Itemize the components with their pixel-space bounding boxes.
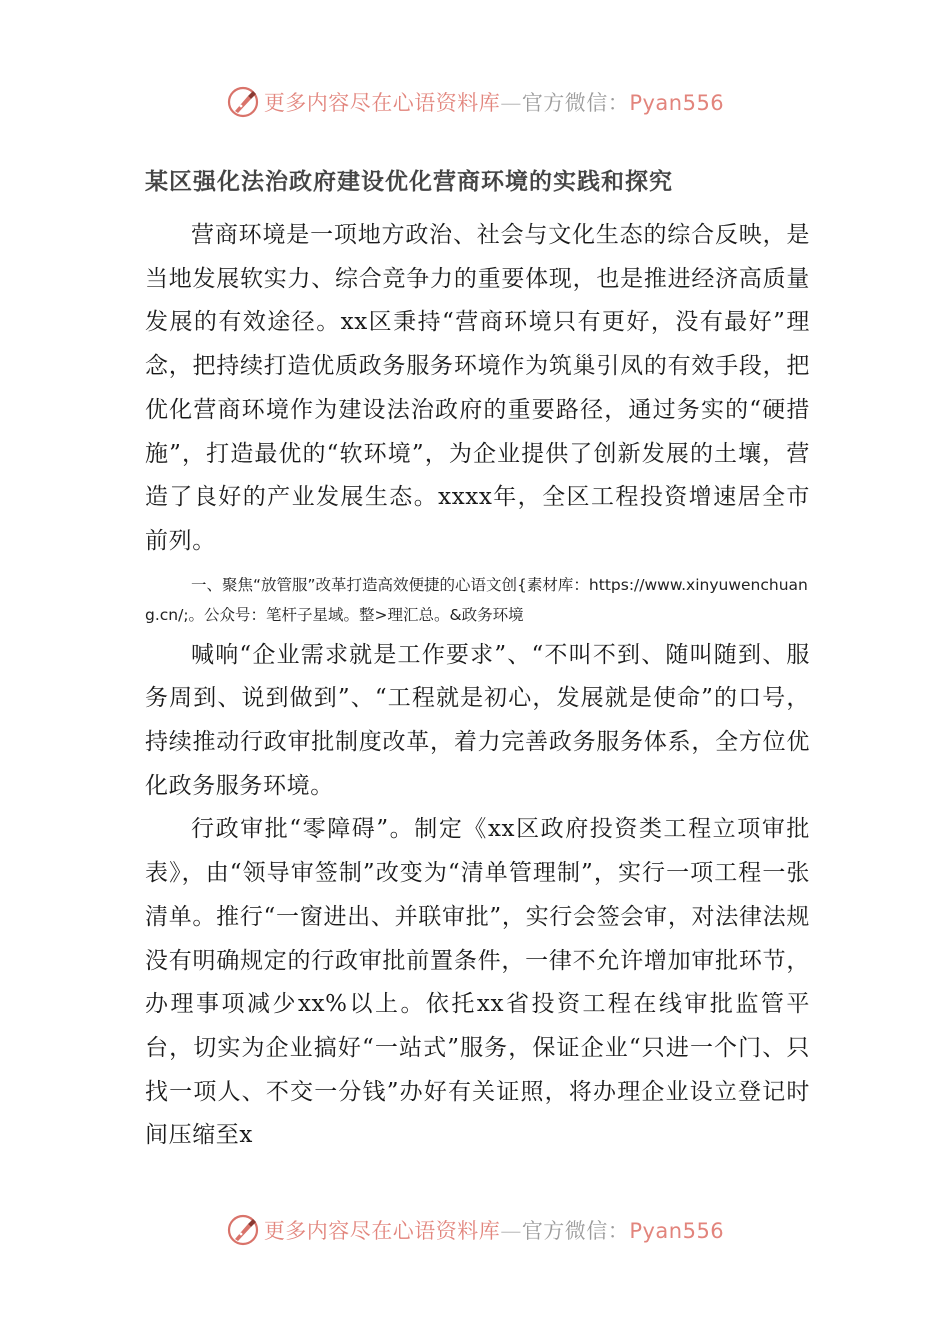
section-heading-1: 一、聚焦“放管服”改革打造高效便捷的心语文创{素材库：https://www.xinyuwenchuang.cn/;。公众号：笔杆子星域。整>理汇总。&政务环境 (145, 575, 808, 624)
paragraph-slogans: 喊响“企业需求就是工作要求”、“不叫不到、随叫随到、服务周到、说到做到”、“工程就是初心，发展就是使命”的口号，持续推动行政审批制度改革，着力完善政务服务体系，全方位优化政务服务环境。 (145, 641, 810, 799)
document-body (145, 160, 810, 1158)
banner-wechat-id: Pyan556 (629, 1219, 725, 1243)
banner-dash: — (500, 1219, 522, 1243)
banner-text (264, 1215, 724, 1245)
paragraph-intro: 营商环境是一项地方政治、社会与文化生态的综合反映，是当地发展软实力、综合竞争力的重要体现，也是推进经济高质量发展的有效途径。xx区秉持“营商环境只有更好，没有最好”理念，把持续打造优质政务服务环境作为筑巢引凤的有效手段，把优化营商环境作为建设法治政府的重要路径，通过务实的“硬措施”，打造最优的“软环境”，为企业提供了创新发展的土壤，营造了良好的产业发展生态。xxxx年，全区工程投资增速居全市前列。 (145, 222, 810, 554)
banner-dash: — (500, 91, 522, 115)
pen-nib-logo-icon (226, 85, 260, 119)
banner-text (264, 87, 724, 117)
banner-official-label: 官方微信： (521, 1219, 630, 1243)
paragraph-approval: 行政审批“零障碍”。制定《xx区政府投资类工程立项审批表》，由“领导审签制”改变为“清单管理制”，实行一项工程一张清单。推行“一窗进出、并联审批”，实行会签会审，对法律法规没有明确规定的行政审批前置条件，一律不允许增加审批环节，办理事项减少xx%以上。依托xx省投资工程在线审批监管平台，切实为企业搞好“一站式”服务，保证企业“只进一个门、只找一项人、不交一分钱”办好有关证照，将办理企业设立登记时间压缩至x (145, 816, 810, 1149)
banner-main-text: 更多内容尽在心语资料库 (263, 1219, 501, 1243)
banner-wechat-id: Pyan556 (629, 91, 725, 115)
header-banner (0, 82, 950, 122)
banner-main-text: 更多内容尽在心语资料库 (263, 91, 501, 115)
banner-official-label: 官方微信： (521, 91, 630, 115)
pen-nib-logo-icon (226, 1213, 260, 1247)
document-title: 某区强化法治政府建设优化营商环境的实践和探究 (145, 168, 673, 195)
footer-banner (0, 1210, 950, 1250)
